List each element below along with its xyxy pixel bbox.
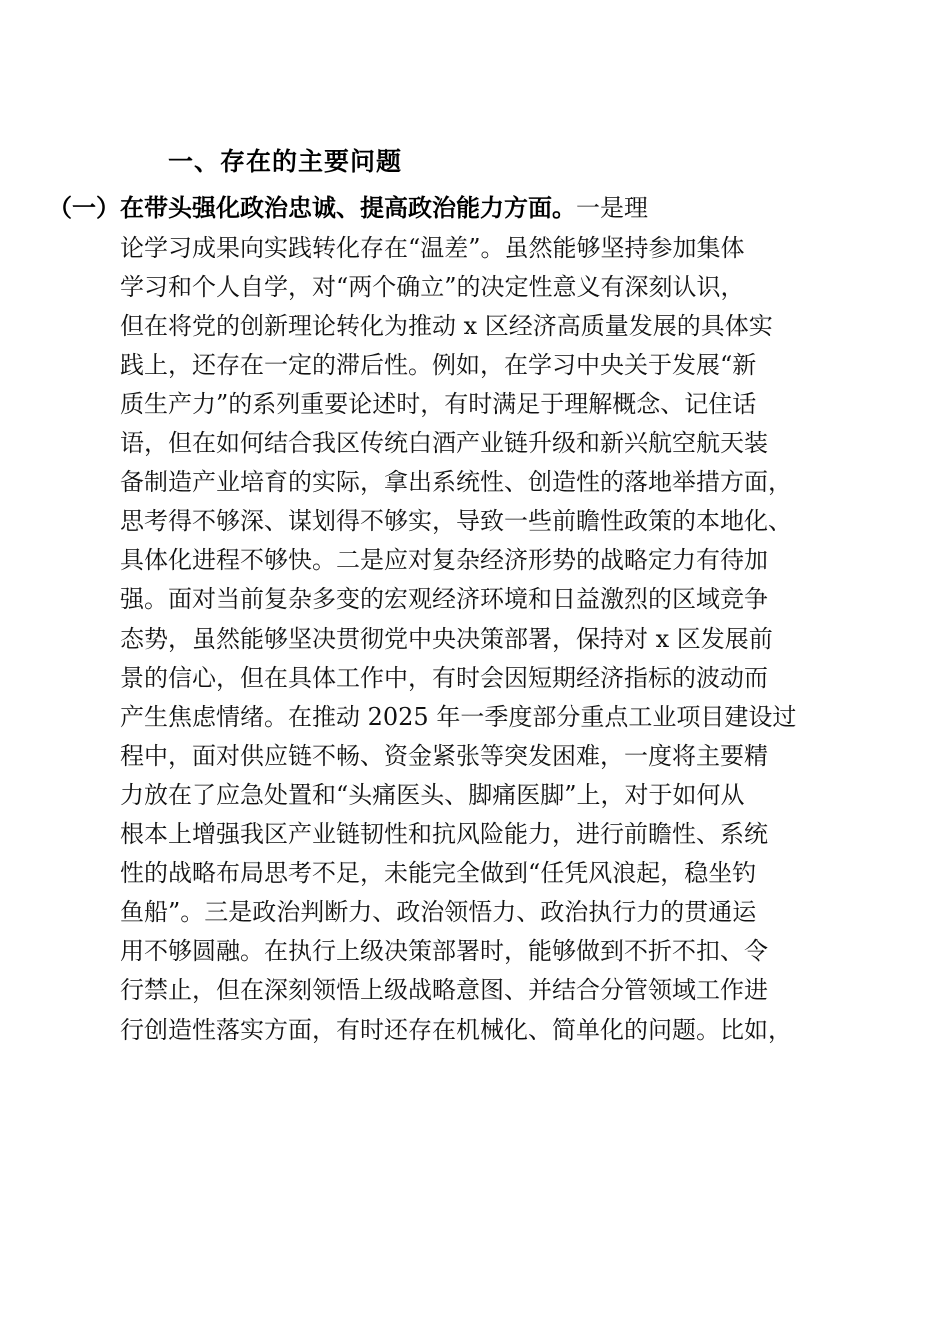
text-line: 学习和个人自学，对“两个确立”的决定性意义有深刻认识， [120, 272, 745, 301]
text-line: 践上，还存在一定的滞后性。例如，在学习中央关于发展“新 [120, 350, 757, 379]
text-line: 用不够圆融。在执行上级决策部署时，能够做到不折不扣、令 [120, 937, 768, 966]
text-line: 态势，虽然能够坚决贯彻党中央决策部署，保持对 x 区发展前 [120, 624, 773, 653]
text-line: 具体化进程不够快。二是应对复杂经济形势的战略定力有待加 [120, 546, 768, 575]
text-line: 质生产力”的系列重要论述时，有时满足于理解概念、记住话 [120, 389, 757, 418]
first-line-rest: 一是理 [576, 194, 648, 222]
text-line: 行禁止，但在深刻领悟上级战略意图、并结合分管领域工作进 [120, 976, 768, 1005]
text-line: 性的战略布局思考不足，未能完全做到“任凭风浪起，稳坐钓 [120, 859, 757, 888]
text-line: 景的信心，但在具体工作中，有时会因短期经济指标的波动而 [120, 663, 768, 692]
text-line: 根本上增强我区产业链韧性和抗风险能力，进行前瞻性、系统 [120, 820, 768, 848]
text-line: 论学习成果向实践转化存在“温差”。虽然能够坚持参加集体 [120, 233, 745, 262]
section-heading: 一、存在的主要问题 [168, 147, 403, 176]
text-line: 行创造性落实方面，有时还存在机械化、简单化的问题。比如， [120, 1015, 792, 1044]
text-line: 语，但在如何结合我区传统白酒产业链升级和新兴航空航天装 [120, 429, 768, 457]
text-line: 产生焦虑情绪。在推动 2025 年一季度部分重点工业项目建设过 [120, 702, 797, 731]
text-line: 强。面对当前复杂多变的宏观经济环境和日益激烈的区域竞争 [120, 585, 768, 614]
text-line: 思考得不够深、谋划得不够实，导致一些前瞻性政策的本地化、 [120, 507, 792, 536]
text-line: 鱼船”。三是政治判断力、政治领悟力、政治执行力的贯通运 [120, 898, 757, 927]
subsection-lead [48, 187, 648, 229]
text-line: 备制造产业培育的实际，拿出系统性、创造性的落地举措方面， [120, 468, 792, 497]
text-line: 但在将党的创新理论转化为推动 x 区经济高质量发展的具体实 [120, 311, 773, 340]
subsection-title: （一）在带头强化政治忠诚、提高政治能力方面。 [48, 194, 576, 222]
text-line: 力放在了应急处置和“头痛医头、脚痛医脚”上，对于如何从 [120, 780, 745, 809]
text-line: 程中，面对供应链不畅、资金紧张等突发困难，一度将主要精 [120, 741, 768, 770]
